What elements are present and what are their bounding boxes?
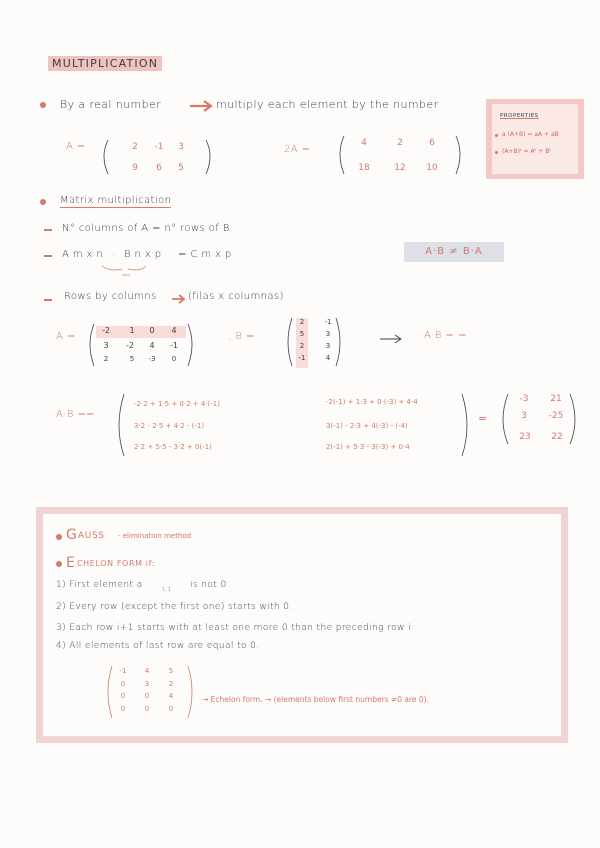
dash-icon [44, 255, 52, 257]
bullet-icon [56, 561, 62, 567]
echelon-condition-2: 2) Every row (except the first one) starts with 0. [56, 602, 293, 612]
gauss-heading-cap: G [66, 527, 77, 543]
matrix-A-cell: 3 [103, 341, 109, 350]
matrix-B-cell: -1 [324, 318, 332, 326]
matrix-a-cell: -1 [154, 142, 164, 152]
echelon-heading: CHELON FORM if: [77, 559, 156, 568]
matrix-A-label: A = [56, 331, 76, 342]
matrix-B-cell: 2 [299, 318, 305, 326]
matrix-mult-heading: Matrix multiplication [60, 195, 172, 206]
result-cell: 23 [519, 432, 531, 442]
echelon-cell: -1 [119, 667, 127, 675]
matrix-A-cell: 5 [129, 355, 135, 363]
matrix-A-cell: -1 [170, 341, 178, 350]
matrix-B-cell: -1 [298, 354, 306, 362]
matrix-A-cell: -2 [102, 326, 110, 335]
echelon-cell: 0 [168, 705, 174, 713]
result-cell: 3 [521, 411, 527, 421]
echelon-cell: 2 [168, 680, 174, 688]
matrix-2a-cell: 18 [358, 163, 370, 173]
matrix-B-cell: 2 [299, 342, 305, 350]
matrix-A-cell: 0 [171, 355, 177, 363]
bullet-icon [40, 102, 46, 108]
dash-icon [44, 299, 52, 301]
real-number-result: multiply each element by the number [216, 98, 439, 111]
result-cell: 21 [550, 394, 562, 404]
matrix-B-cell: 3 [325, 342, 331, 350]
bullet-icon [40, 199, 46, 205]
real-number-label: By a real number [60, 98, 162, 111]
matrix-A-cell: 0 [149, 326, 155, 335]
properties-box [486, 99, 584, 179]
rule-dimension-c: = C m x p [178, 249, 232, 260]
echelon-example-note: → Echelon form. → (elements below first numbers ≠0 are 0). [202, 695, 429, 704]
ab-expansion-equals: = [86, 409, 95, 420]
property-item: a (A+B) = aA + aB [502, 131, 559, 138]
echelon-condition-4: 4) All elements of last row are equal to 0. [56, 641, 260, 651]
matrix-a-cell: 5 [178, 163, 184, 173]
matrix-A-cell: -2 [126, 341, 134, 350]
non-commutative-note: A·B ≠ B·A [404, 242, 504, 262]
echelon-cell: 5 [168, 667, 174, 675]
echelon-cell: 4 [144, 667, 150, 675]
arrow-icon [190, 100, 214, 112]
echelon-cell: 0 [120, 692, 126, 700]
ab-entry: 2·2 + 5·5 - 3·2 + 0(-1) [134, 443, 212, 451]
rule-dimension-b: B n x p [124, 249, 162, 260]
matrix-2a-cell: 2 [397, 138, 403, 148]
inner-dims-brace [100, 260, 150, 280]
matrix-2a-cell: 12 [394, 163, 406, 173]
matrix-A-cell: 4 [171, 326, 177, 335]
echelon-heading-cap: E [66, 555, 75, 571]
matrix-A-cell: -3 [148, 355, 156, 363]
gauss-subheading: - elimination method [118, 532, 192, 540]
result-cell: -25 [548, 411, 564, 421]
echelon-cell: 0 [144, 705, 150, 713]
echelon-condition-3: 3) Each row i+1 starts with at least one more 0 than the preceding row i. [56, 623, 415, 633]
echelon-cell: 0 [120, 705, 126, 713]
bullet-icon [495, 151, 498, 154]
ab-label-right: A·B = [424, 330, 455, 341]
matrix-a-cell: 6 [156, 163, 162, 173]
echelon-cell: 0 [120, 680, 126, 688]
echelon-condition-1: 1) First element a [56, 580, 143, 590]
result-cell: -3 [519, 394, 529, 404]
arrow-icon [172, 294, 186, 304]
matrix-B-cell: 3 [325, 330, 331, 338]
echelon-cell: 0 [144, 692, 150, 700]
matrix-A-cell: 2 [103, 355, 109, 363]
matrix-2a-cell: 10 [426, 163, 438, 173]
result-brackets [500, 392, 580, 448]
rule-dimension-a: A m x n [62, 249, 104, 260]
rows-by-columns-es: (filas x columnas) [188, 291, 284, 302]
matrix-B-cell: 4 [325, 354, 331, 362]
result-cell: 22 [551, 432, 563, 442]
bullet-icon [56, 534, 62, 540]
echelon-cell: 4 [168, 692, 174, 700]
matrix-2a-label: 2A = [284, 144, 311, 155]
ab-entry: -2·2 + 1·5 + 0·2 + 4·(-1) [134, 400, 220, 408]
matrix-a-label: A = [66, 141, 86, 152]
matrix-A-cell: 4 [149, 341, 155, 350]
echelon-condition-1-end: is not 0 [190, 580, 227, 590]
matrix-a-cell: 2 [132, 142, 138, 152]
arrow-icon [380, 334, 404, 344]
ab-equals: = [458, 330, 467, 341]
matrix-2a-cell: 6 [429, 138, 435, 148]
ab-entry: 2(-1) + 5·3 - 3(-3) + 0·4 [326, 443, 410, 451]
matrix-B-cell: 5 [299, 330, 305, 338]
matrix-2a-cell: 4 [361, 138, 367, 148]
ab-entry: 3·2 - 2·5 + 4·2 - (-1) [134, 422, 205, 430]
matrix-a-cell: 3 [178, 142, 184, 152]
gauss-heading: AUSS [78, 531, 105, 541]
matrix-a-cell: 9 [132, 163, 138, 173]
property-item: (A+B)ᵗ = Aᵗ + Bᵗ [502, 148, 552, 155]
echelon-cell: 3 [144, 680, 150, 688]
bullet-icon [495, 134, 498, 137]
ab-expansion-label: A·B = [56, 409, 87, 420]
page-title: MULTIPLICATION [48, 56, 162, 71]
ab-entry: -2(-1) + 1·3 + 0·(-3) + 4·4 [326, 398, 418, 406]
matrix-A-cell: 1 [129, 326, 135, 335]
rule-dot: · [112, 248, 117, 262]
dash-icon [44, 229, 52, 231]
echelon-condition-1-sub: 1,1 [162, 587, 172, 593]
matrix-B-label: ; B = [228, 331, 255, 342]
rule-columns-rows: N° columns of A = n° rows of B [62, 223, 230, 234]
properties-title: PROPERTIES [500, 113, 539, 119]
ab-entry: 3(-1) - 2·3 + 4(-3) - (-4) [326, 422, 408, 430]
result-equals: = [478, 412, 488, 425]
rows-by-columns-label: Rows by columns [64, 291, 157, 302]
